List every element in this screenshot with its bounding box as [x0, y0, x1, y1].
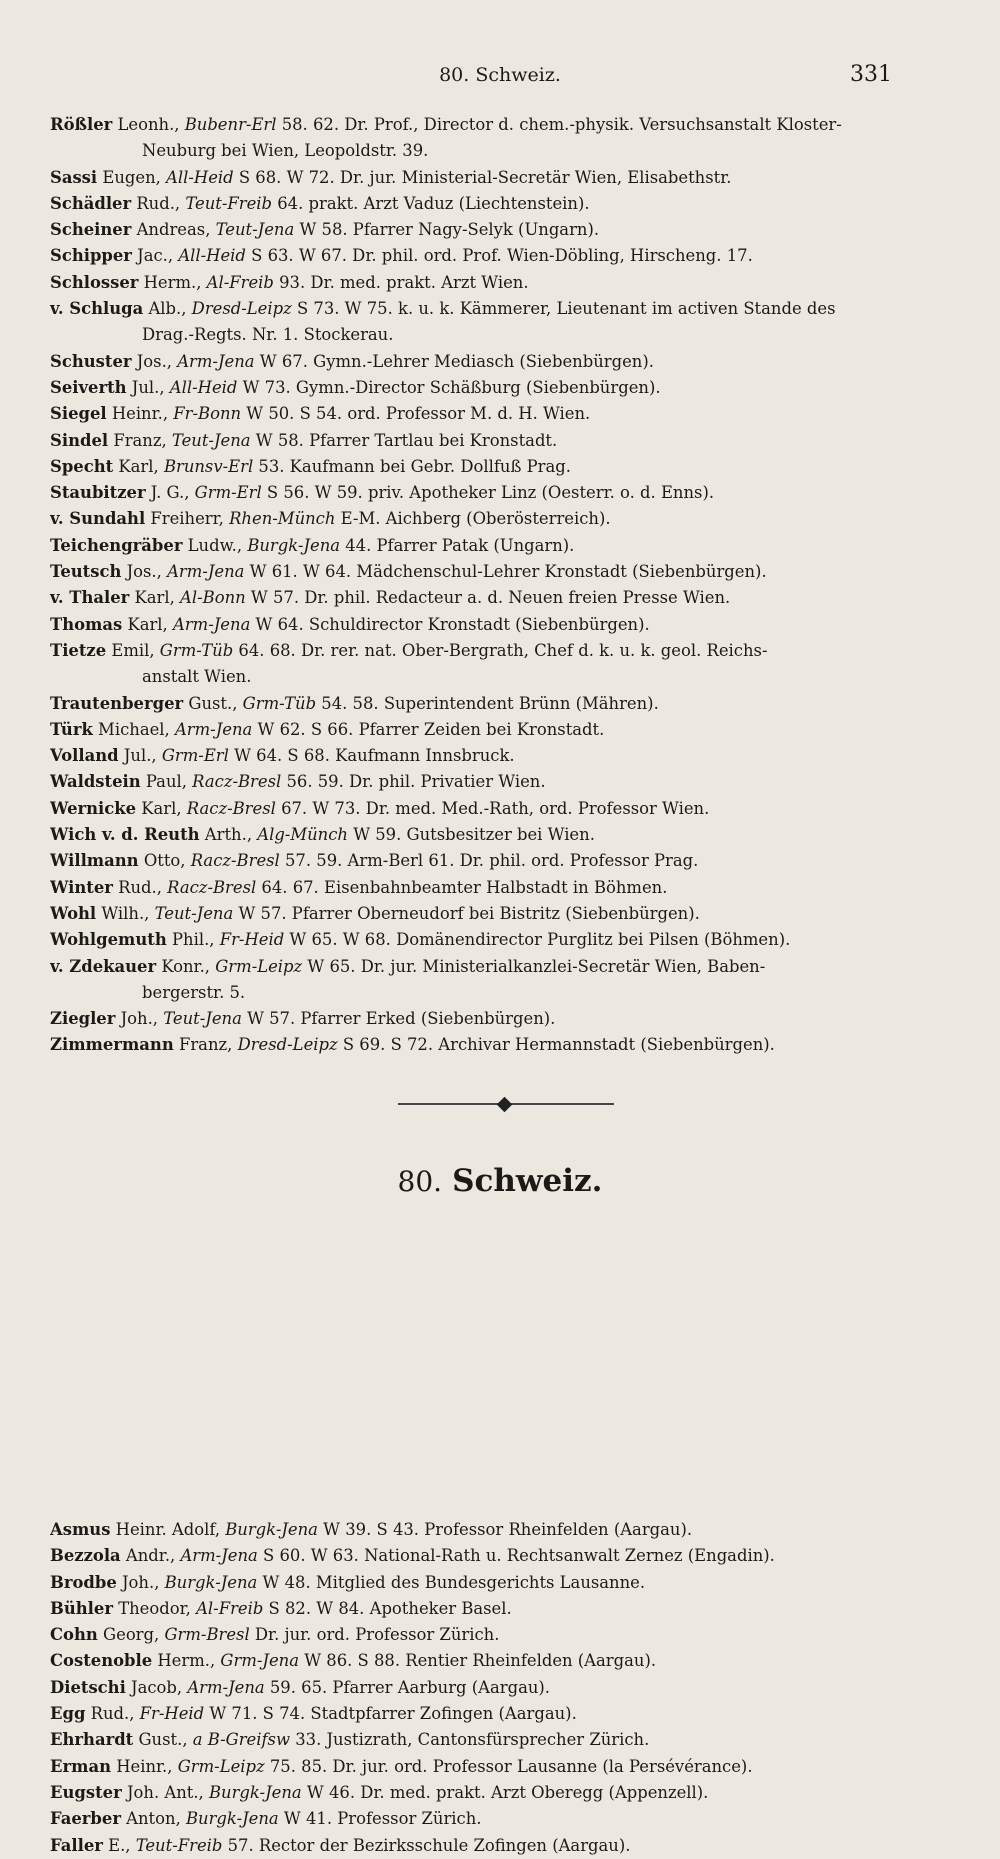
member-firstname: Gust., — [133, 1730, 193, 1750]
member-entry — [50, 1570, 915, 1596]
member-name: Cohn — [50, 1625, 98, 1645]
member-name: Sindel — [50, 430, 109, 450]
section-number: 80. — [397, 1165, 443, 1198]
member-details: S 69. S 72. Archivar Hermannstadt (Siebenbürgen). — [337, 1035, 775, 1055]
section-title: Schweiz. — [452, 1163, 603, 1199]
member-details: E-M. Aichberg (Oberösterreich). — [335, 509, 611, 529]
member-affiliation: Grm-Bresl — [164, 1625, 250, 1645]
member-details: W 65. W 68. Domänendirector Purglitz bei Pilsen (Böhmen). — [284, 930, 791, 950]
member-name: Bezzola — [50, 1546, 121, 1566]
member-details-continued: anstalt Wien. — [142, 667, 252, 687]
member-affiliation: All-Heid — [166, 167, 234, 187]
member-affiliation: Arm-Jena — [177, 351, 255, 371]
member-details: W 59. Gutsbesitzer bei Wien. — [347, 825, 595, 845]
member-name: Volland — [50, 746, 119, 766]
member-affiliation: Fr-Heid — [219, 930, 285, 950]
member-name: Erman — [50, 1756, 112, 1776]
member-affiliation: Teut-Jena — [163, 1009, 242, 1029]
member-firstname: Karl, — [129, 588, 181, 608]
member-affiliation: Fr-Bonn — [173, 404, 242, 424]
member-entry — [50, 822, 915, 848]
member-details: 64. 68. Dr. rer. nat. Ober-Bergrath, Chef d. k. u. k. geol. Reichs- — [233, 640, 768, 660]
member-details: 56. 59. Dr. phil. Privatier Wien. — [281, 772, 546, 792]
member-affiliation: Racz-Bresl — [192, 772, 282, 792]
member-details: W 48. Mitglied des Bundesgerichts Lausanne. — [257, 1572, 646, 1592]
member-firstname: Franz, — [173, 1035, 238, 1055]
member-entry — [50, 954, 915, 1007]
member-details: W 64. Schuldirector Kronstadt (Siebenbürgen). — [250, 614, 650, 634]
member-entry — [50, 349, 915, 375]
member-details: W 39. S 43. Professor Rheinfelden (Aargau). — [317, 1520, 693, 1539]
member-details: 67. W 73. Dr. med. Med.-Rath, ord. Professor Wien. — [275, 798, 710, 818]
member-name: Dietschi — [50, 1677, 126, 1697]
member-affiliation: Burgk-Jena — [247, 535, 341, 555]
member-affiliation: Teut-Jena — [171, 430, 251, 450]
member-details: W 57. Dr. phil. Redacteur a. d. Neuen freien Presse Wien. — [245, 588, 731, 608]
member-name: Brodbe — [50, 1572, 117, 1592]
member-affiliation: Al-Bonn — [180, 588, 246, 608]
member-name: Wich v. d. Reuth — [50, 825, 200, 845]
member-entry — [50, 1833, 915, 1859]
member-firstname: Emil, — [106, 640, 160, 660]
member-firstname: Freiherr, — [145, 509, 230, 529]
member-entry — [50, 1006, 915, 1032]
member-affiliation: a B-Greifsw — [192, 1730, 290, 1750]
member-name: Schipper — [50, 246, 132, 266]
page-header — [0, 62, 1000, 96]
member-details: S 73. W 75. k. u. k. Kämmerer, Lieutenant im activen Stande des — [291, 299, 836, 319]
member-firstname: Paul, — [140, 772, 193, 792]
member-details-continued: Drag.-Regts. Nr. 1. Stockerau. — [142, 325, 394, 345]
member-firstname: Alb., — [143, 299, 192, 319]
member-details: S 68. W 72. Dr. jur. Ministerial-Secretär Wien, Elisabethstr. — [233, 167, 732, 187]
member-entry — [50, 769, 915, 795]
member-firstname: Konr., — [156, 956, 216, 976]
member-entry — [50, 454, 915, 480]
member-details: 44. Pfarrer Patak (Ungarn). — [340, 535, 575, 555]
member-entry — [50, 585, 915, 611]
member-details: W 50. S 54. ord. Professor M. d. H. Wien. — [241, 404, 591, 424]
member-firstname: Heinr. Adolf, — [110, 1520, 226, 1539]
member-name: Rößler — [50, 115, 113, 134]
member-affiliation: Dresd-Leipz — [237, 1035, 338, 1055]
member-details: 93. Dr. med. prakt. Arzt Wien. — [273, 272, 529, 292]
member-firstname: Leonh., — [112, 115, 185, 134]
member-firstname: Jul., — [118, 746, 162, 766]
member-affiliation: Brunsv-Erl — [163, 456, 254, 476]
member-affiliation: Burgk-Jena — [208, 1782, 302, 1802]
member-details: 33. Justizrath, Cantonsfürsprecher Zürich. — [290, 1730, 650, 1750]
member-entry — [50, 165, 915, 191]
member-name: Waldstein — [50, 772, 141, 792]
member-name: Türk — [50, 719, 93, 739]
member-details-continued: bergerstr. 5. — [142, 982, 246, 1002]
member-affiliation: Rhen-Münch — [229, 509, 336, 529]
member-firstname: E., — [102, 1835, 136, 1855]
member-name: v. Zdekauer — [50, 956, 157, 976]
member-name: Wohl — [50, 903, 97, 923]
member-entry — [50, 375, 915, 401]
member-name: Wohlgemuth — [50, 930, 167, 950]
member-entry — [50, 1596, 915, 1622]
member-details: 54. 58. Superintendent Brünn (Mähren). — [316, 693, 659, 713]
member-affiliation: Racz-Bresl — [167, 877, 257, 897]
member-list-previous-section — [50, 112, 915, 1059]
member-affiliation: Grm-Erl — [161, 746, 229, 766]
member-details: W 58. Pfarrer Tartlau bei Kronstadt. — [250, 430, 558, 450]
member-entry — [50, 927, 915, 953]
member-entry — [50, 112, 915, 165]
member-entry — [50, 1727, 915, 1753]
member-details: S 56. W 59. priv. Apotheker Linz (Oesterr. o. d. Enns). — [261, 483, 715, 503]
member-details: W 41. Professor Zürich. — [278, 1809, 482, 1829]
member-entry — [50, 191, 915, 217]
member-firstname: Arth., — [199, 825, 258, 845]
member-details: S 63. W 67. Dr. phil. ord. Prof. Wien-Döbling, Hirscheng. 17. — [245, 246, 753, 266]
member-details: W 67. Gymn.-Lehrer Mediasch (Siebenbürgen). — [254, 351, 654, 371]
member-name: Asmus — [50, 1520, 111, 1539]
member-firstname: Georg, — [97, 1625, 165, 1645]
member-details: W 58. Pfarrer Nagy-Selyk (Ungarn). — [294, 220, 600, 240]
member-firstname: Rud., — [131, 193, 186, 213]
member-name: Sassi — [50, 167, 98, 187]
member-entry — [50, 480, 915, 506]
member-name: Schädler — [50, 193, 132, 213]
member-details: W 62. S 66. Pfarrer Zeiden bei Kronstadt. — [252, 719, 605, 739]
member-details: S 82. W 84. Apotheker Basel. — [263, 1598, 512, 1618]
member-firstname: Herm., — [152, 1651, 221, 1671]
member-entry — [50, 1517, 915, 1543]
member-details: W 46. Dr. med. prakt. Arzt Oberegg (Appenzell). — [301, 1782, 709, 1802]
member-entry — [50, 612, 915, 638]
member-entry — [50, 1806, 915, 1832]
member-affiliation: Racz-Bresl — [190, 851, 280, 871]
member-entry — [50, 743, 915, 769]
member-name: Egg — [50, 1704, 86, 1724]
member-details: 57. 59. Arm-Berl 61. Dr. phil. ord. Professor Prag. — [279, 851, 699, 871]
member-firstname: Otto, — [138, 851, 191, 871]
member-details: W 57. Pfarrer Oberneudorf bei Bistritz (Siebenbürgen). — [233, 903, 700, 923]
member-name: Staubitzer — [50, 483, 146, 503]
member-entry — [50, 1780, 915, 1806]
member-entry — [50, 638, 915, 691]
member-entry — [50, 691, 915, 717]
member-name: Scheiner — [50, 220, 132, 240]
member-firstname: Heinr., — [106, 404, 174, 424]
member-firstname: Wilh., — [96, 903, 155, 923]
member-firstname: Rud., — [85, 1704, 140, 1724]
member-firstname: Heinr., — [111, 1756, 178, 1776]
member-name: Costenoble — [50, 1651, 153, 1671]
member-details: 58. 62. Dr. Prof., Director d. chem.-physik. Versuchsanstalt Kloster- — [276, 115, 842, 134]
member-name: Willmann — [50, 851, 139, 871]
member-affiliation: All-Heid — [169, 377, 238, 397]
member-entry — [50, 901, 915, 927]
member-entry — [50, 296, 915, 349]
member-entry — [50, 401, 915, 427]
member-affiliation: Arm-Jena — [174, 719, 253, 739]
member-details: 64. prakt. Arzt Vaduz (Liechtenstein). — [272, 193, 590, 213]
running-title: 80. Schweiz. — [439, 64, 561, 86]
member-details: Dr. jur. ord. Professor Zürich. — [249, 1625, 500, 1645]
member-firstname: Karl, — [122, 614, 173, 634]
member-name: Teutsch — [50, 562, 122, 582]
member-entry — [50, 1754, 915, 1780]
member-affiliation: All-Heid — [178, 246, 246, 266]
member-affiliation: Grm-Jena — [220, 1651, 299, 1671]
member-entry — [50, 848, 915, 874]
member-firstname: Andreas, — [131, 220, 216, 240]
member-affiliation: Arm-Jena — [180, 1546, 258, 1566]
section-heading — [0, 1163, 1000, 1199]
member-affiliation: Teut-Jena — [154, 903, 234, 923]
member-firstname: Theodor, — [112, 1598, 197, 1618]
member-details: 59. 65. Pfarrer Aarburg (Aargau). — [264, 1677, 551, 1697]
member-firstname: Anton, — [120, 1809, 186, 1829]
member-firstname: Jos., — [121, 562, 168, 582]
member-entry — [50, 559, 915, 585]
member-firstname: Joh., — [116, 1572, 165, 1592]
member-entry — [50, 506, 915, 532]
member-entry — [50, 1675, 915, 1701]
member-name: Teichengräber — [50, 535, 183, 555]
member-affiliation: Grm-Erl — [194, 483, 262, 503]
member-firstname: Eugen, — [97, 167, 167, 187]
member-entry — [50, 875, 915, 901]
member-firstname: Jos., — [131, 351, 178, 371]
member-affiliation: Fr-Heid — [139, 1704, 205, 1724]
member-affiliation: Racz-Bresl — [186, 798, 276, 818]
member-firstname: Karl, — [136, 798, 187, 818]
member-affiliation: Arm-Jena — [172, 614, 251, 634]
member-name: Faller — [50, 1835, 103, 1855]
member-firstname: Jacob, — [125, 1677, 188, 1697]
member-affiliation: Teut-Freib — [135, 1835, 223, 1855]
member-name: Tietze — [50, 640, 107, 660]
member-name: v. Thaler — [50, 588, 130, 608]
member-details: W 73. Gymn.-Director Schäßburg (Siebenbürgen). — [237, 377, 661, 397]
member-name: Specht — [50, 456, 114, 476]
member-entry — [50, 1701, 915, 1727]
member-name: Siegel — [50, 404, 107, 424]
member-affiliation: Burgk-Jena — [225, 1520, 318, 1539]
member-name: Faerber — [50, 1809, 121, 1829]
member-affiliation: Grm-Leipz — [177, 1756, 265, 1776]
page-number: 331 — [850, 62, 892, 87]
member-entry — [50, 270, 915, 296]
member-firstname: J. G., — [145, 483, 195, 503]
member-name: Thomas — [50, 614, 123, 634]
member-name: Eugster — [50, 1782, 122, 1802]
member-affiliation: Arm-Jena — [187, 1677, 265, 1697]
member-firstname: Rud., — [112, 877, 168, 897]
member-affiliation: Dresd-Leipz — [191, 299, 292, 319]
member-affiliation: Al-Freib — [196, 1598, 264, 1618]
member-name: Ziegler — [50, 1009, 116, 1029]
member-details: W 71. S 74. Stadtpfarrer Zofingen (Aargau). — [204, 1704, 577, 1724]
member-affiliation: Alg-Münch — [257, 825, 348, 845]
member-firstname: Gust., — [183, 693, 243, 713]
member-entry — [50, 428, 915, 454]
member-details-continued: Neuburg bei Wien, Leopoldstr. 39. — [142, 141, 429, 161]
member-details: W 61. W 64. Mädchenschul-Lehrer Kronstadt (Siebenbürgen). — [244, 562, 767, 582]
divider-ornament-icon — [497, 1097, 513, 1113]
section-divider — [0, 1098, 1000, 1110]
member-affiliation: Al-Freib — [206, 272, 274, 292]
member-name: Trautenberger — [50, 693, 184, 713]
member-entry — [50, 1543, 915, 1569]
member-name: Ehrhardt — [50, 1730, 134, 1750]
member-firstname: Jac., — [131, 246, 179, 266]
member-affiliation: Teut-Jena — [215, 220, 295, 240]
member-affiliation: Grm-Tüb — [159, 640, 234, 660]
member-name: v. Schluga — [50, 299, 144, 319]
member-firstname: Jul., — [126, 377, 170, 397]
member-name: Schuster — [50, 351, 132, 371]
member-details: W 57. Pfarrer Erked (Siebenbürgen). — [241, 1009, 556, 1029]
member-affiliation: Grm-Leipz — [215, 956, 303, 976]
member-name: Seiverth — [50, 377, 127, 397]
member-entry — [50, 717, 915, 743]
member-entry — [50, 1622, 915, 1648]
member-details: W 65. Dr. jur. Ministerialkanzlei-Secretär Wien, Baben- — [302, 956, 766, 976]
member-details: S 60. W 63. National-Rath u. Rechtsanwalt Zernez (Engadin). — [257, 1546, 775, 1566]
member-details: 75. 85. Dr. jur. ord. Professor Lausanne (la Persévérance). — [264, 1756, 753, 1776]
member-name: Bühler — [50, 1598, 113, 1618]
member-name: v. Sundahl — [50, 509, 146, 529]
member-name: Winter — [50, 877, 113, 897]
member-details: W 86. S 88. Rentier Rheinfelden (Aargau). — [299, 1651, 657, 1671]
member-name: Wernicke — [50, 798, 137, 818]
member-entry — [50, 243, 915, 269]
member-firstname: Herm., — [138, 272, 207, 292]
member-entry — [50, 796, 915, 822]
member-firstname: Michael, — [92, 719, 175, 739]
member-name: Zimmermann — [50, 1035, 174, 1055]
member-affiliation: Grm-Tüb — [242, 693, 317, 713]
member-details: 53. Kaufmann bei Gebr. Dollfuß Prag. — [253, 456, 571, 476]
member-affiliation: Burgk-Jena — [186, 1809, 279, 1829]
member-firstname: Phil., — [166, 930, 220, 950]
member-details: 57. Rector der Bezirksschule Zofingen (Aargau). — [222, 1835, 631, 1855]
member-entry — [50, 217, 915, 243]
member-affiliation: Bubenr-Erl — [184, 115, 277, 134]
member-firstname: Joh. Ant., — [121, 1782, 209, 1802]
member-entry — [50, 1648, 915, 1674]
member-affiliation: Arm-Jena — [167, 562, 245, 582]
member-entry — [50, 533, 915, 559]
member-firstname: Andr., — [120, 1546, 181, 1566]
member-details: 64. 67. Eisenbahnbeamter Halbstadt in Böhmen. — [256, 877, 668, 897]
member-firstname: Franz, — [108, 430, 172, 450]
member-affiliation: Teut-Freib — [185, 193, 273, 213]
member-affiliation: Burgk-Jena — [164, 1572, 258, 1592]
member-firstname: Karl, — [113, 456, 164, 476]
member-list-schweiz — [50, 1517, 915, 1859]
member-name: Schlosser — [50, 272, 139, 292]
member-firstname: Joh., — [115, 1009, 164, 1029]
member-firstname: Ludw., — [182, 535, 248, 555]
member-entry — [50, 1032, 915, 1058]
member-details: W 64. S 68. Kaufmann Innsbruck. — [228, 746, 515, 766]
